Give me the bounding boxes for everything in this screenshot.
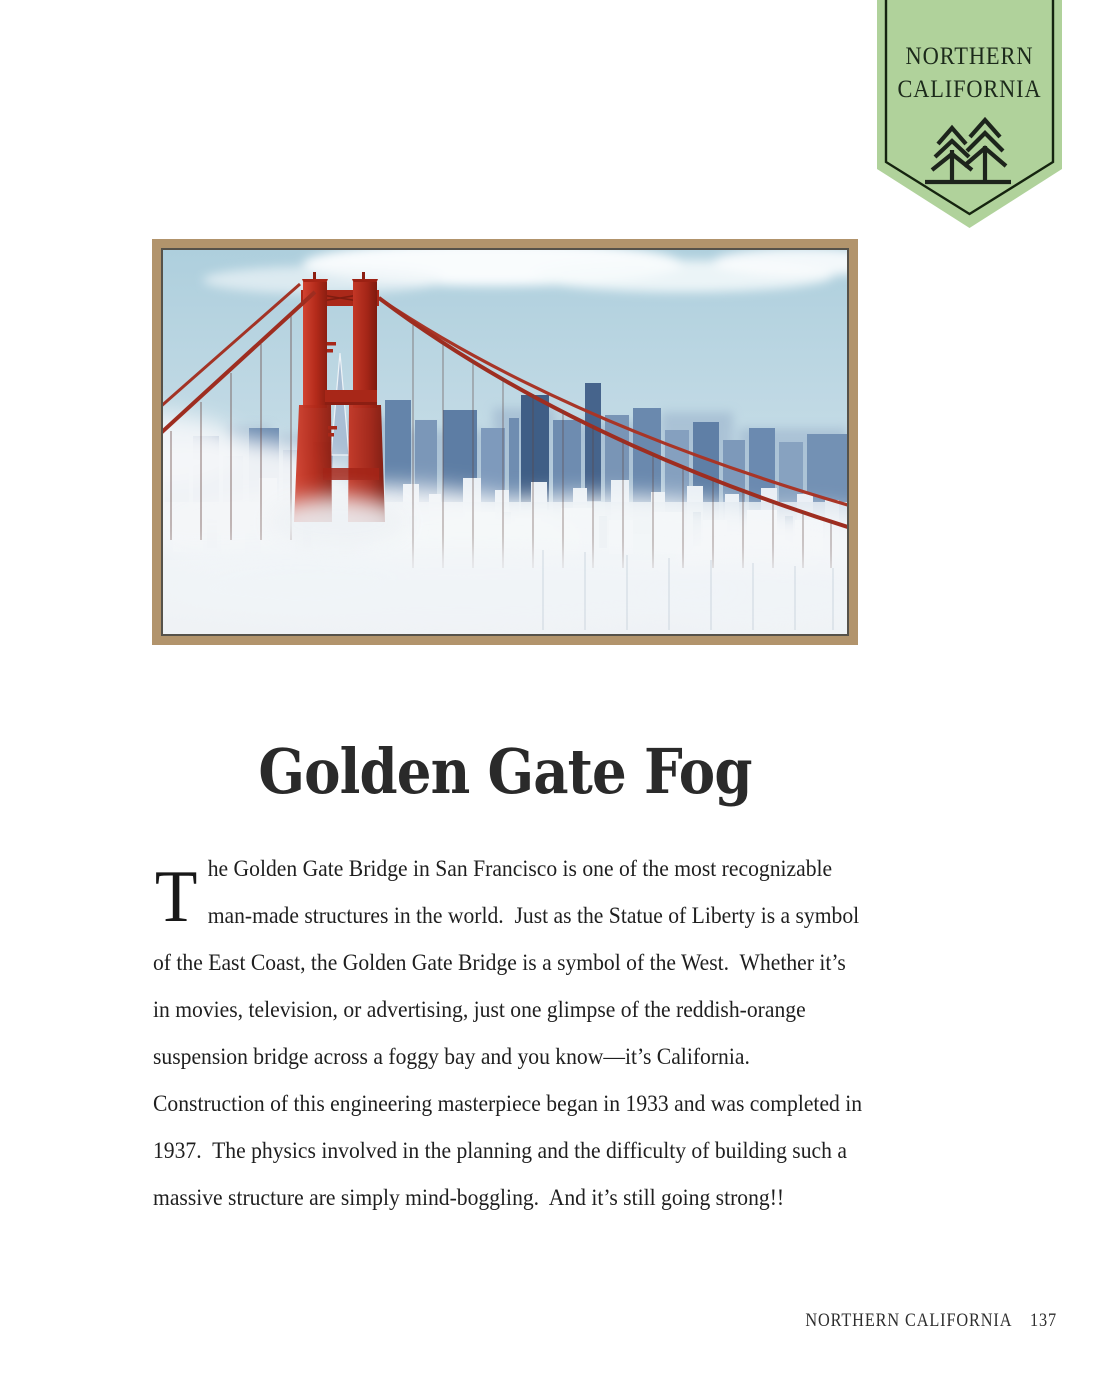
footer-page-number: 137 [1029, 1311, 1057, 1331]
photo-frame [152, 239, 858, 645]
badge-region-line1: NORTHERN [905, 43, 1034, 70]
badge-shape [877, 0, 1062, 228]
page-footer [805, 1311, 1057, 1332]
page-title: Golden Gate Fog [258, 735, 752, 808]
golden-gate-photo [163, 250, 847, 634]
drop-cap: T [154, 856, 198, 938]
badge-region-line2: CALIFORNIA [897, 76, 1042, 103]
article-body-text: he Golden Gate Bridge in San Francisco is one of the most recognizable man-made structures in the world. Just as the Statue of Liberty is a symbol of the East Coast, the Golden Gate Bridge is a symbol of the West. Whether it’s in movies, television, or advertising, just one glimpse of the reddish-orange suspension bridge across a foggy bay and you know—it’s California. Construction of this engineering masterpiece began in 1933 and was completed in 1937. The physics involved in the planning and the difficulty of building such a massive structure are simply mind-boggling. And it’s still going strong!! [153, 856, 868, 1210]
region-badge [877, 0, 1062, 228]
footer-section-label: NORTHERN CALIFORNIA [805, 1311, 1013, 1331]
article-paragraph [153, 845, 867, 1221]
